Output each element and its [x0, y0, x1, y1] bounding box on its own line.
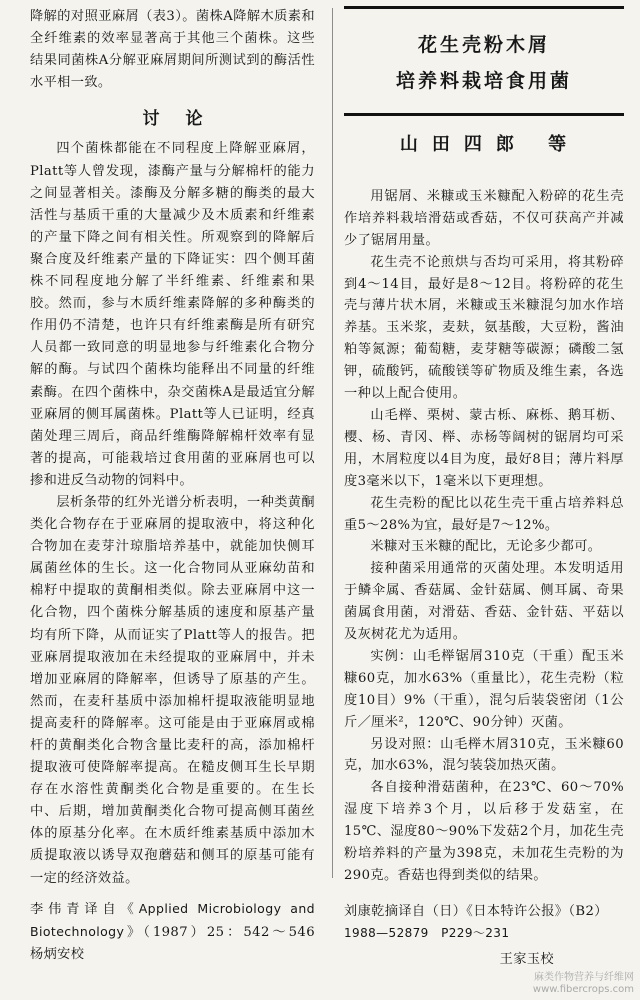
left-citation-reviewer: 杨炳安校: [30, 946, 85, 962]
article-paragraph-9: 各自接种滑菇菌种，在23℃、60～70%湿度下培养3个月，以后移于发菇室，在15℃、湿度80～90%下发菇2个月，加花生壳粉培养料的产量为398克，未加花生壳粉的为290克。香菇也得到类似的结果。: [344, 780, 624, 883]
left-citation-journal: Applied Microbiology and Biotechnology: [30, 900, 315, 939]
article-paragraph-1: 用锯屑、米糠或玉米糠配入粉碎的花生壳作培养料栽培滑菇或香菇，不仅可获高产并减少了锯屑用量。: [344, 188, 624, 248]
discussion-paragraph-1: 四个菌株都能在不同程度上降解亚麻屑，Platt等人曾发现，漆酶产量与分解棉杆的能力之间显著相关。漆酶及分解多糖的酶类的最大活性与基质干重的大量减少及木质素和纤维素的产量下降之间有相关性。所观察到的降解后聚合度及纤维素产量的下降证实：四个侧耳菌株不同程度地分解了半纤维素、纤维素和果胶。然而，参与木质纤维素降解的多种酶类的作用仍不清楚，也许只有纤维素酶是所有研究人员都一致同意的明显地参与纤维素化合物分解的酶。与试四个菌株均能释出不同量的纤维素酶。在四个菌株中，杂交菌株A是最适宜分解亚麻屑的侧耳属菌株。Platt等人已证明，经真菌处理三周后，商品纤维酶降解棉杆效率有显著的提高，可能栽培过食用菌的亚麻屑也可以掺和进反刍动物的饲料中。: [30, 141, 315, 488]
right-citation-details: 1988—52879 P229～231: [344, 925, 510, 940]
discussion-heading: 讨论: [142, 109, 229, 130]
watermark-line-1: 麻类作物营养与纤维网: [534, 972, 634, 983]
left-citation-details: 》（1987）25：542～546: [124, 924, 315, 940]
right-citation: [344, 901, 624, 945]
article-paragraph-5: 米糠对玉米糠的配比，无论多少都可。: [370, 539, 602, 555]
article-paragraph-7: 实例：山毛榉锯屑310克（干重）配玉米糠60克，加水63%（重量比），花生壳粉（粒度10目）9%（干重），混匀后装袋密闭（1公斤／厘米²，120℃、90分钟）灭菌。: [344, 648, 624, 730]
column-divider: [332, 8, 333, 878]
title-bottom-rule: [344, 113, 624, 116]
article-title-line-1: 花生壳粉木屑: [417, 34, 550, 56]
left-citation-translator: 李伟青译自《: [30, 901, 139, 917]
article-paragraph-2: 花生壳不论煎烘与否均可采用，将其粉碎到4～14目，最好是8～12目。将粉碎的花生壳与薄片状木屑，米糠或玉米糠混匀加水作培养基。玉米浆，麦麸，氨基酸，大豆粉，酱油粕等氮源；葡萄糖，麦芽糖等碳源；磷酸二氢钾，硫酸钙，硫酸镁等矿物质及维生素，各选一种以上配合使用。: [344, 254, 624, 402]
article-paragraph-4: 花生壳粉的配比以花生壳干重占培养料总重5～28%为宜，最好是7～12%。: [344, 495, 624, 533]
article-paragraph-3: 山毛榉、栗树、蒙古栎、麻栎、鹅耳枥、樱、杨、青冈、榉、赤杨等阔树的锯屑均可采用，木屑粒度以4目为度，最好8目；薄片料厚度3毫米以下，1毫米以下更理想。: [344, 407, 624, 489]
article-paragraph-8: 另设对照：山毛榉木屑310克，玉米糠60克，加水63%，混匀装袋加热灭菌。: [344, 736, 624, 774]
left-column: [30, 6, 315, 966]
site-watermark: [504, 972, 634, 996]
right-citation-translator: 刘康乾摘译自（日）《日本特许公报》（B2）: [344, 903, 608, 919]
left-continued-paragraph: 降解的对照亚麻屑（表3）。菌株A降解木质素和全纤维素的效率显著高于其他三个菌株。这些结果同菌株A分解亚麻屑期间所测试到的酶活性水平相一致。: [30, 9, 315, 91]
article-author: 山田四郎 等: [399, 134, 581, 155]
discussion-paragraph-2: 层析条带的红外光谱分析表明，一种类黄酮类化合物存在于亚麻屑的提取液中，将这种化合物加在麦芽汁琼脂培养基中，就能加快侧耳属菌丝体的生长。这一化合物同从亚麻幼苗和棉籽中提取的黄酮相类似。除去亚麻屑中这一化合物，四个菌株分解基质的速度和原基产量均有所下降，从而证实了Platt等人的报告。把亚麻屑提取液加在未经提取的亚麻屑中，并未增加亚麻屑的降解率，但诱导了原基的产生。然而，在麦秆基质中添加棉杆提取液能明显地提高麦秆的降解率。这可能是由于亚麻屑或棉杆的黄酮类化合物含量比麦秆的高，添加棉杆提取液可使降解率提高。在糙皮侧耳生长早期存在水溶性黄酮类化合物是重要的。在生长中、后期，增加黄酮类化合物可提高侧耳菌丝体的原基分化率。在木质纤维素基质中添加木质提取液以诱导双孢蘑菇和侧耳的原基可能有一定的经济效益。: [30, 494, 315, 886]
left-citation: [30, 898, 315, 966]
right-column: [344, 6, 624, 971]
watermark-line-2: www.fibercrops.com: [532, 984, 634, 995]
article-paragraph-6: 接种菌采用通常的灭菌处理。本发明适用于鳞伞属、香菇属、金针菇属、侧耳属、奇果菌属食用菌，对滑菇、香菇、金针菇、平菇以及灰树花尤为适用。: [344, 561, 624, 643]
title-top-rule: [344, 6, 624, 9]
article-title-line-2: 培养料栽培食用菌: [395, 70, 572, 92]
right-citation-reviewer: 王家玉校: [499, 951, 554, 967]
